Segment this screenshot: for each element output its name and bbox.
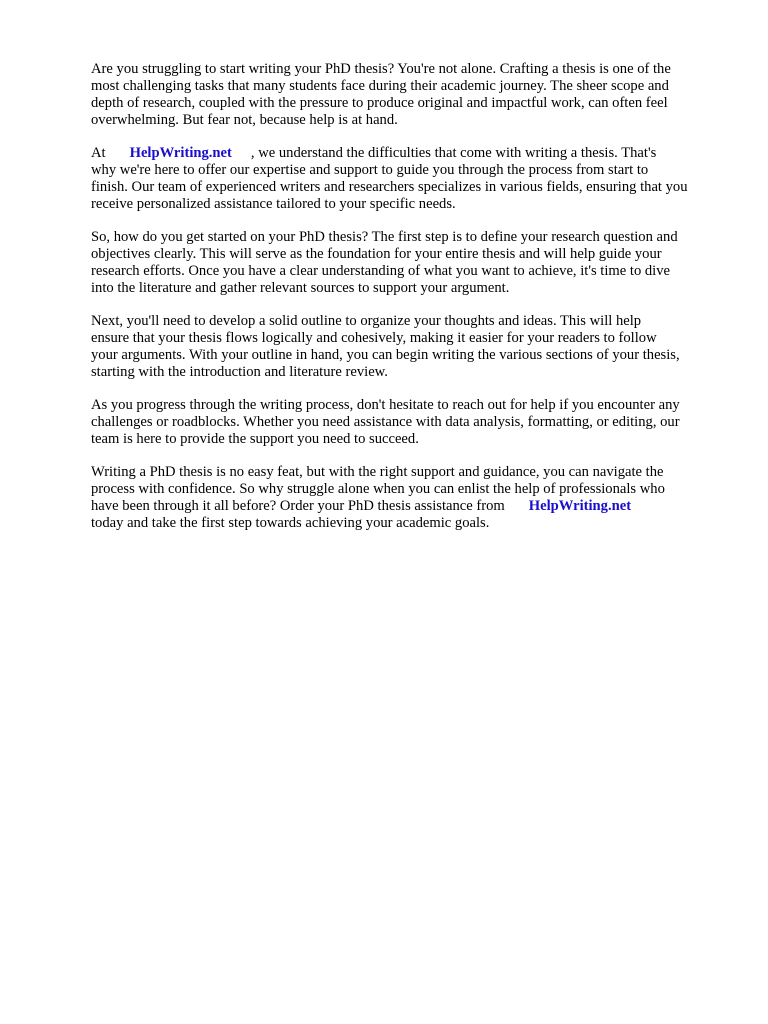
text-after-link: , we understand the difficulties that come with writing a thesis. That's [250,145,657,161]
paragraph-about [91,145,731,213]
lead-text: At [91,145,106,161]
text-line: receive personalized assistance tailored to your specific needs. [91,196,456,212]
paragraph-getting-started [91,229,731,297]
text-line: Writing a PhD thesis is no easy feat, but with the right support and guidance, you can navigate the [91,464,664,480]
text-line: most challenging tasks that many students face during their academic journey. The sheer scope and [91,78,669,94]
text-line: challenges or roadblocks. Whether you need assistance with data analysis, formatting, or editing, our [91,414,680,430]
paragraph-conclusion [91,464,731,532]
text-line: objectives clearly. This will serve as the foundation for your entire thesis and will help guide your [91,246,662,262]
text-line: finish. Our team of experienced writers and researchers specializes in various fields, ensuring that you [91,179,688,195]
text-line [91,498,731,515]
text-line: Are you struggling to start writing your PhD thesis? You're not alone. Crafting a thesis is one of the [91,61,671,77]
paragraph-progress [91,397,731,448]
text-line [91,145,731,162]
text-line: overwhelming. But fear not, because help is at hand. [91,112,398,128]
text-line: into the literature and gather relevant sources to support your argument. [91,280,510,296]
text-line: Next, you'll need to develop a solid outline to organize your thoughts and ideas. This will help [91,313,642,329]
helpwriting-link[interactable]: HelpWriting.net [528,498,632,514]
text-line: process with confidence. So why struggle alone when you can enlist the help of professionals who [91,481,665,497]
text-line: As you progress through the writing process, don't hesitate to reach out for help if you encounter any [91,397,680,413]
text-line: depth of research, coupled with the pressure to produce original and impactful work, can often feel [91,95,668,111]
order-text: have been through it all before? Order your PhD thesis assistance from [91,498,505,514]
text-line: today and take the first step towards achieving your academic goals. [91,515,490,531]
paragraph-outline [91,313,731,381]
text-line: starting with the introduction and literature review. [91,364,388,380]
text-line: your arguments. With your outline in hand, you can begin writing the various sections of your thesis, [91,347,680,363]
text-line: why we're here to offer our expertise and support to guide you through the process from start to [91,162,649,178]
helpwriting-link[interactable]: HelpWriting.net [129,145,232,161]
text-line: So, how do you get started on your PhD thesis? The first step is to define your research question and [91,229,678,245]
document-page [91,61,731,548]
paragraph-intro [91,61,731,129]
text-line: team is here to provide the support you need to succeed. [91,431,419,447]
text-line: research efforts. Once you have a clear understanding of what you want to achieve, it's time to dive [91,263,671,279]
text-line: ensure that your thesis flows logically and cohesively, making it easier for your readers to follow [91,330,657,346]
